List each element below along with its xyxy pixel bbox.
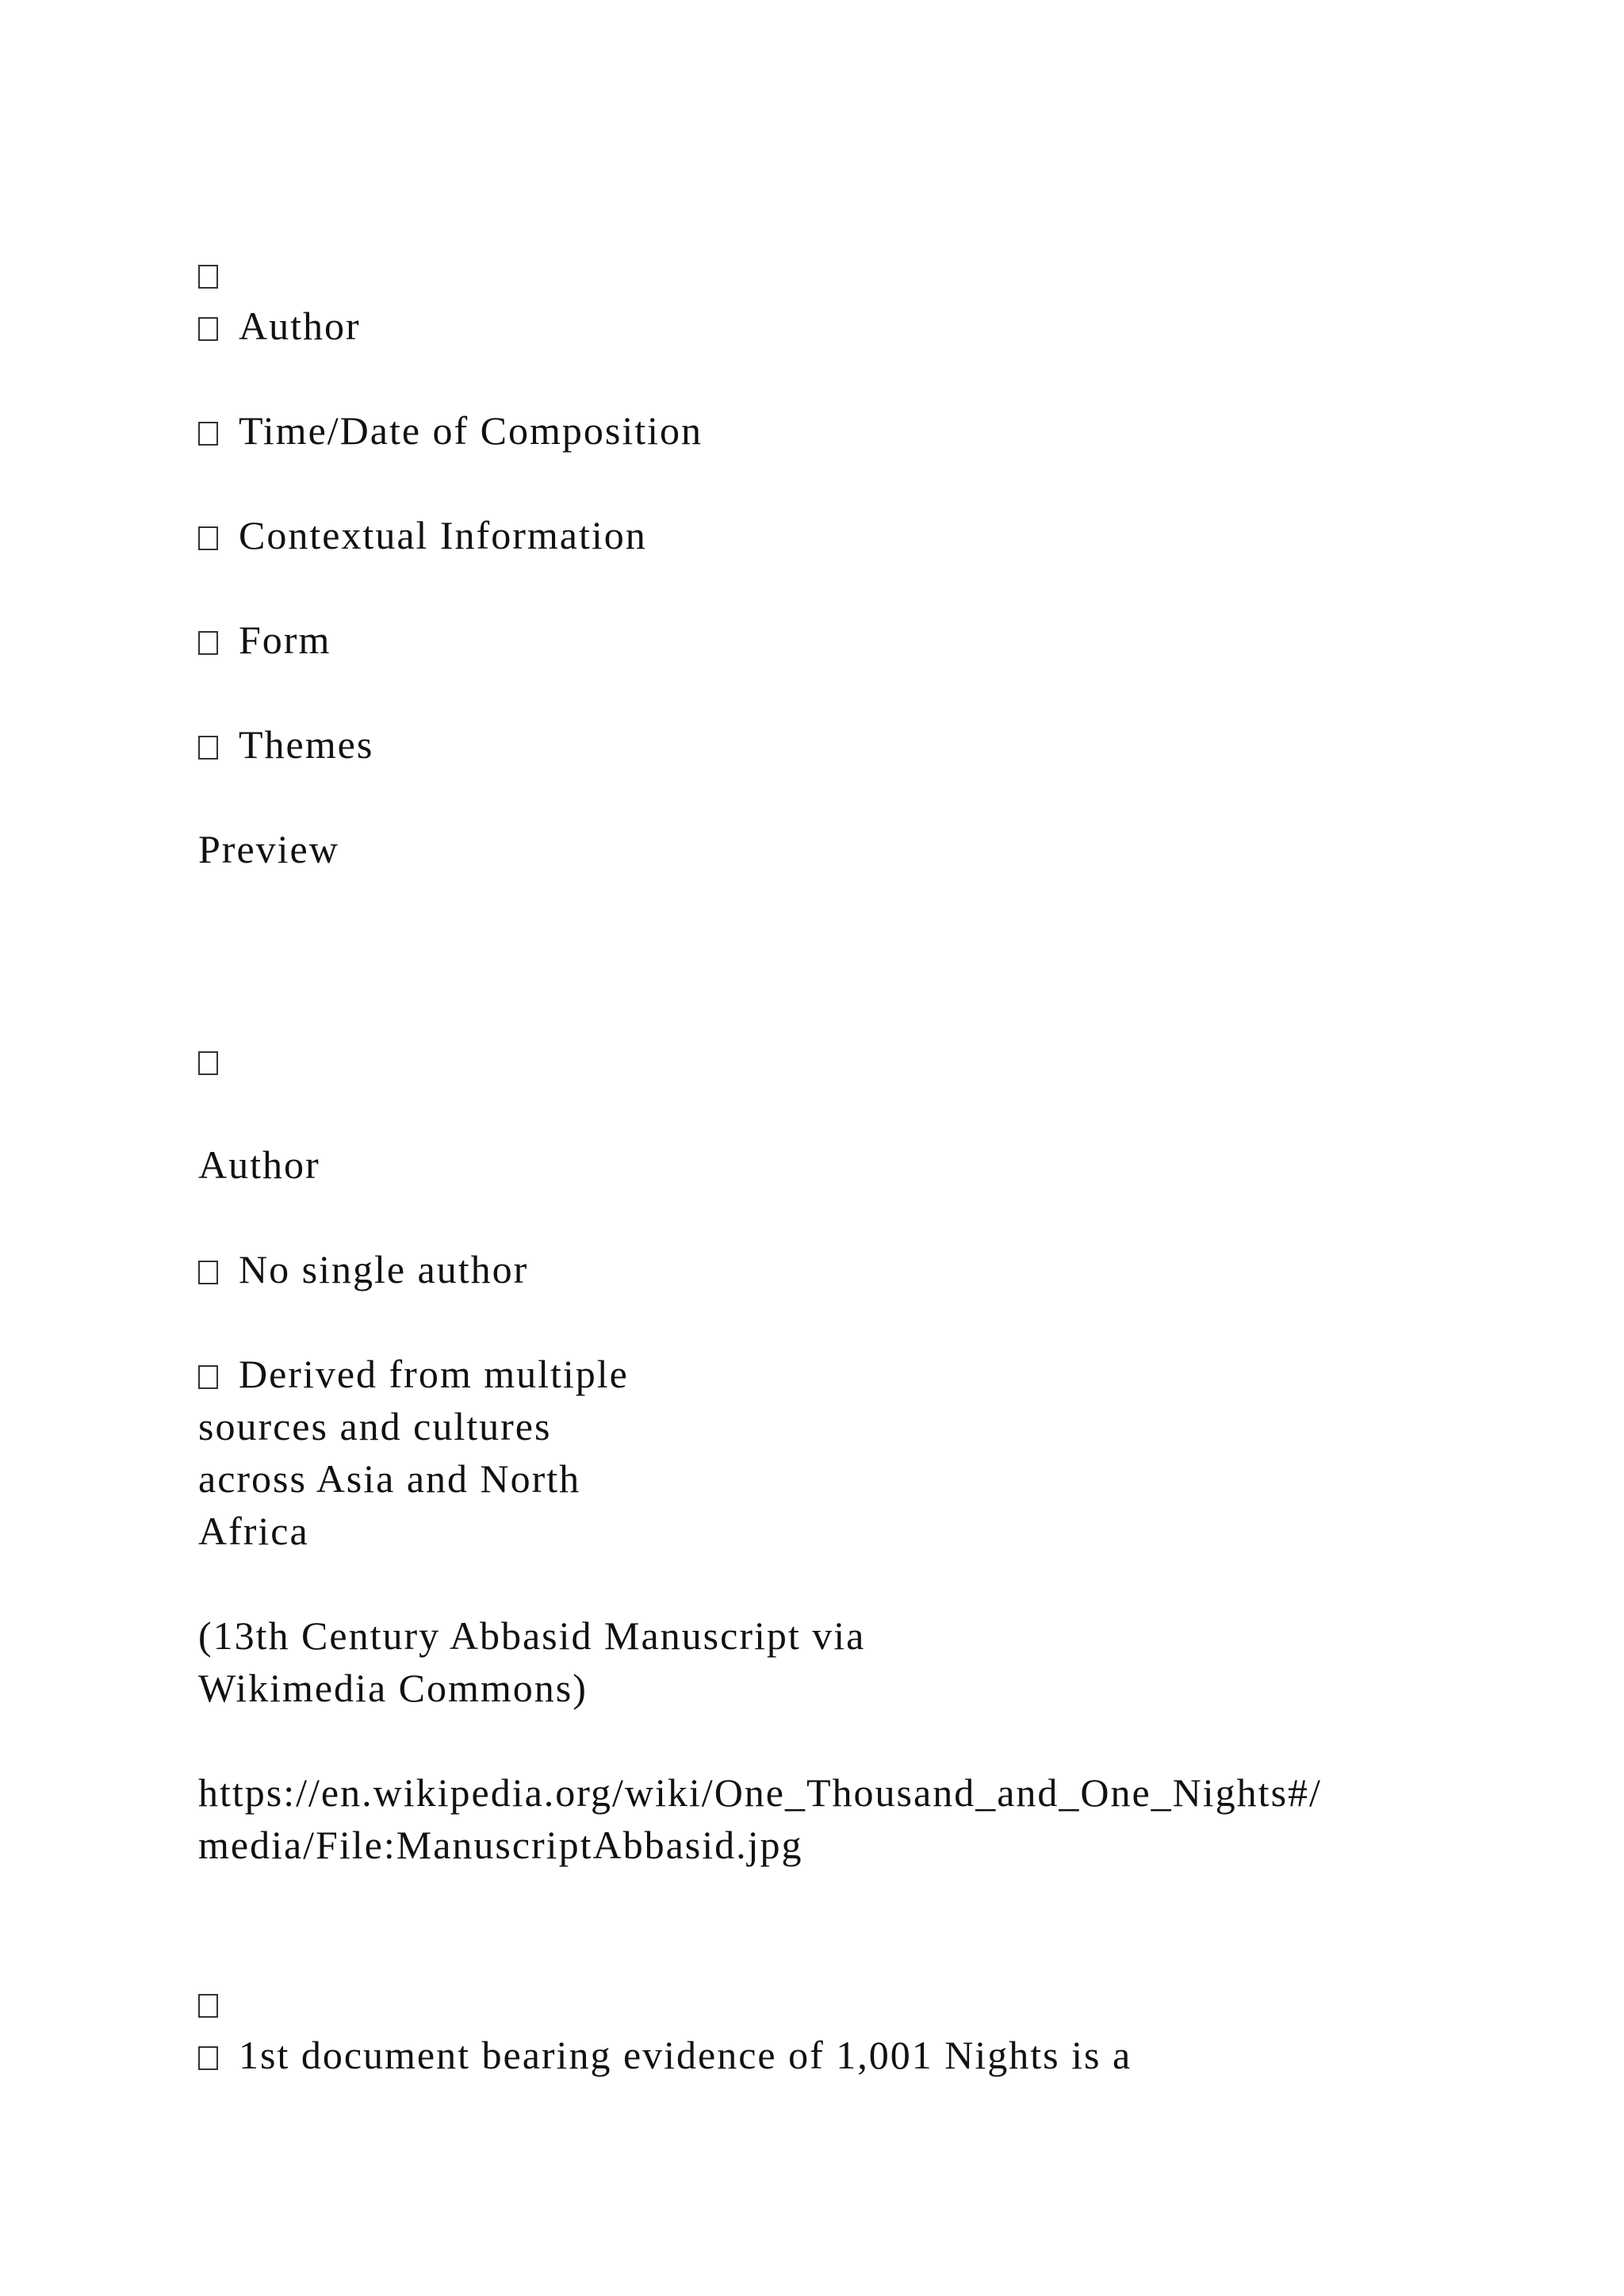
bullet-first-document: 1st document bearing evidence of 1,001 Nights is a	[198, 2029, 1132, 2081]
slide-marker-2	[198, 1034, 218, 1086]
bullet-continuation-line: sources and cultures	[198, 1404, 552, 1448]
bullet-glyph-icon	[198, 2046, 218, 2070]
placeholder-glyph-icon	[198, 265, 218, 289]
placeholder-glyph-icon	[198, 1994, 218, 2018]
bullet-continuation-line: across Asia and North	[198, 1456, 581, 1501]
image-caption-line: (13th Century Abbasid Manuscript via	[198, 1613, 866, 1658]
bullet-form: Form	[198, 614, 331, 666]
bullet-glyph-icon	[198, 526, 218, 550]
bullet-continuation-line: Africa	[198, 1509, 309, 1553]
bullet-time-date: Time/Date of Composition	[198, 404, 703, 457]
bullet-glyph-icon	[198, 422, 218, 446]
bullet-glyph-icon	[198, 736, 218, 760]
slide-heading-author: Author	[198, 1142, 320, 1187]
source-url-line: media/File:ManuscriptAbbasid.jpg	[198, 1823, 803, 1867]
placeholder-glyph-icon	[198, 1051, 218, 1075]
slide-marker-1	[198, 247, 218, 300]
image-caption-line: Wikimedia Commons)	[198, 1666, 588, 1710]
slide-heading-preview: Preview	[198, 827, 339, 871]
slide-marker-3	[198, 1976, 218, 2029]
bullet-author: Author	[198, 300, 361, 352]
bullet-glyph-icon	[198, 631, 218, 655]
bullet-glyph-icon	[198, 1261, 218, 1284]
bullet-glyph-icon	[198, 317, 218, 341]
bullet-no-single-author: No single author	[198, 1243, 528, 1295]
source-url-line: https://en.wikipedia.org/wiki/One_Thousand_and_One_Nights#/	[198, 1770, 1322, 1815]
bullet-glyph-icon	[198, 1365, 218, 1389]
bullet-contextual-information: Contextual Information	[198, 509, 647, 561]
bullet-themes: Themes	[198, 718, 373, 771]
bullet-derived-from: Derived from multiple	[198, 1348, 629, 1400]
